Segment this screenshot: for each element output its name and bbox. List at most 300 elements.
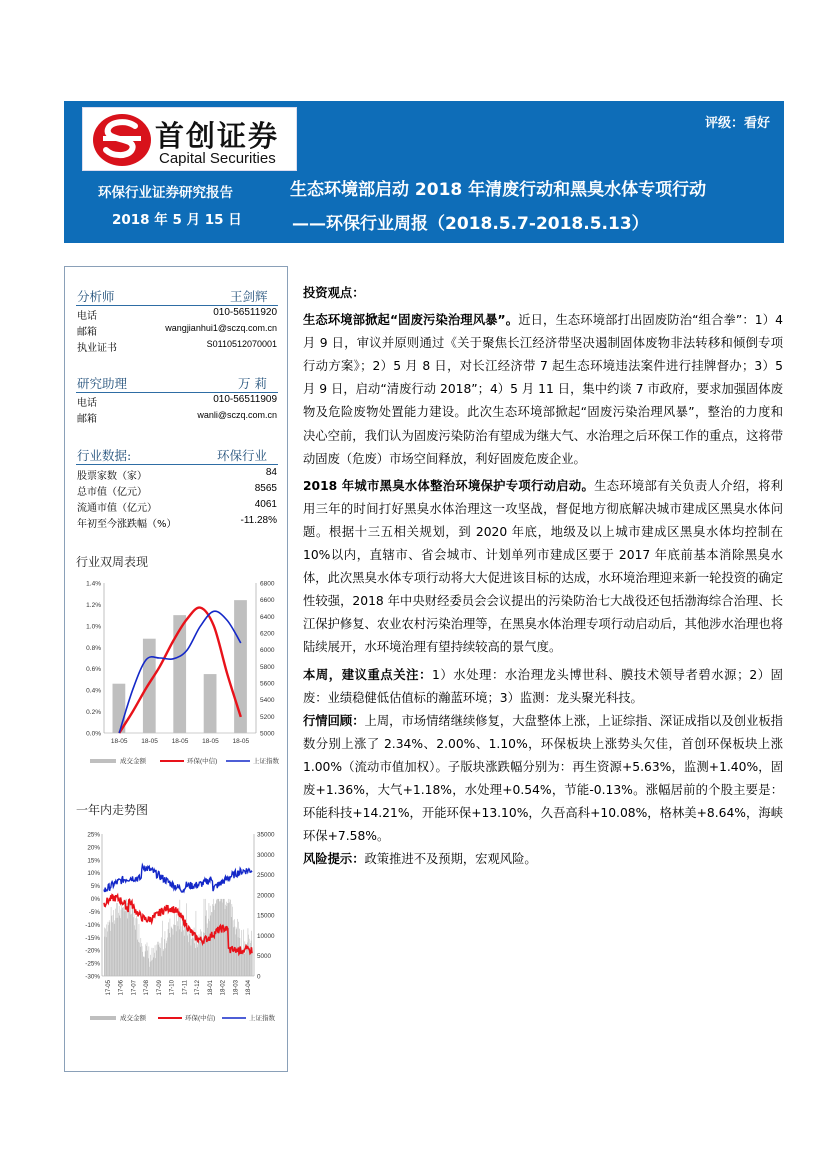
paragraph-body: 生态环境部有关负责人介绍，将利用三年的时间打好黑臭水体治理这一攻坚战，督促地方彻底解决城市建成区黑臭水体问题。根据十三五相关规划，到 2020 年底，地级及以上城市建成区黑臭水体均控制在 10%以内，直辖市、省会城市、计划单列市建成区要于 2017 年底前基本消除黑臭水体，此次黑臭水体专项行动将大大促进该目标的达成，水环境治理迎来新一轮投资的确定性较强，2018 年中央财经委员会会议提出的污染防治七大战役还包括渤海综合治理、长江保护修复、农业农村污染治理等，在黑臭水体治理专项行动启动后，其他涉水治理也将陆续展开，水环境治理有望持续较高的景气度。 xyxy=(303,478,783,655)
x-tick-label: 17-12 xyxy=(195,980,202,996)
volume-bar xyxy=(115,920,116,976)
y-left-tick-label: 1.0% xyxy=(86,623,101,631)
x-tick-label: 18-05 xyxy=(171,738,189,745)
y-right-tick-label: 5000 xyxy=(260,730,275,738)
volume-bar xyxy=(129,903,130,976)
paragraph-lead: 2018 年城市黑臭水体整治环境保护专项行动启动。 xyxy=(303,478,595,493)
volume-bar xyxy=(191,945,192,976)
y-right-tick-label: 20000 xyxy=(257,892,275,900)
paragraph-solid-waste xyxy=(303,309,783,471)
assistant-label: 研究助理 xyxy=(77,376,128,391)
volume-bar xyxy=(189,926,190,976)
volume-bar xyxy=(113,910,114,976)
volume-bar xyxy=(111,916,112,976)
paragraph-lead: 生态环境部掀起“固废污染治理风暴”。 xyxy=(303,313,519,328)
y-left-tick-label: 0.4% xyxy=(86,687,101,695)
volume-bar xyxy=(152,948,153,976)
row-key: 执业证书 xyxy=(77,343,117,354)
analyst-label: 分析师 xyxy=(77,289,115,304)
x-tick-label: 18-04 xyxy=(246,980,252,996)
assistant-name: 万 莉 xyxy=(238,376,267,391)
x-tick-label: 17-06 xyxy=(118,980,125,996)
volume-bar xyxy=(134,925,135,976)
volume-bar xyxy=(155,945,156,976)
y-right-tick-label: 5200 xyxy=(260,713,275,721)
volume-bar xyxy=(226,902,227,976)
volume-bar xyxy=(167,941,168,976)
volume-bar xyxy=(165,948,166,976)
volume-bar xyxy=(172,929,173,976)
volume-bar xyxy=(230,899,231,976)
volume-bar xyxy=(107,931,108,976)
volume-bar xyxy=(204,674,217,733)
volume-bar xyxy=(185,924,186,976)
volume-bar xyxy=(136,918,137,976)
volume-bar xyxy=(121,899,122,976)
row-key: 邮箱 xyxy=(77,414,97,425)
volume-bar xyxy=(170,919,171,976)
volume-bar xyxy=(157,944,158,976)
volume-bar xyxy=(148,958,149,976)
volume-bar xyxy=(122,908,123,976)
volume-bar xyxy=(198,940,199,976)
paragraph-body: 1）水处理：水治理龙头博世科、膜技术领导者碧水源；2）固废：业绩稳健低估值标的瀚蓝环境；3）监测：龙头聚光科技。 xyxy=(303,667,783,705)
volume-bar xyxy=(196,911,197,976)
volume-bar xyxy=(199,941,200,976)
volume-bar xyxy=(230,900,231,976)
volume-bar xyxy=(224,899,225,976)
industry-name: 环保行业 xyxy=(217,448,268,463)
volume-bar xyxy=(179,929,180,976)
row-value: 84 xyxy=(265,467,277,478)
volume-bar xyxy=(123,907,124,976)
volume-bar xyxy=(223,899,224,976)
company-logo xyxy=(82,107,297,171)
volume-bar xyxy=(143,957,144,976)
volume-bar xyxy=(193,938,194,976)
y-right-tick-label: 15000 xyxy=(257,912,275,920)
section-heading: 投资观点： xyxy=(303,286,365,300)
volume-bar xyxy=(119,916,120,976)
volume-bar xyxy=(193,938,194,976)
volume-bar xyxy=(168,929,169,976)
volume-bar xyxy=(222,899,223,976)
volume-bar xyxy=(112,922,113,976)
volume-bar xyxy=(215,904,216,976)
volume-bar xyxy=(181,932,182,976)
y-left-tick-label: 0.0% xyxy=(86,730,101,738)
volume-bar xyxy=(145,951,146,976)
volume-bar xyxy=(144,957,145,976)
volume-bar xyxy=(235,934,236,976)
volume-bar xyxy=(173,935,174,976)
volume-bar xyxy=(105,929,106,976)
volume-bar xyxy=(251,941,252,976)
chart2-title: 一年内走势图 xyxy=(76,803,149,817)
volume-bar xyxy=(248,935,249,976)
x-tick-label: 18-05 xyxy=(202,738,219,745)
volume-bar xyxy=(248,928,249,976)
y-right-tick-label: 6600 xyxy=(260,597,275,605)
volume-bar xyxy=(138,942,139,976)
paragraph-lead: 本周，建议重点关注： xyxy=(303,667,432,682)
y-left-tick-label: -25% xyxy=(85,960,100,968)
legend-label: 上证指数 xyxy=(249,1015,275,1022)
volume-bar xyxy=(114,924,115,976)
volume-bar xyxy=(140,947,141,976)
paragraph-lead: 风险提示： xyxy=(303,852,365,867)
volume-bar xyxy=(126,899,127,976)
y-right-tick-label: 0 xyxy=(257,973,261,981)
volume-bar xyxy=(106,937,107,976)
row-key: 邮箱 xyxy=(77,327,97,338)
volume-bar xyxy=(201,942,202,976)
capital-securities-logo-icon xyxy=(91,112,153,168)
volume-bar xyxy=(221,899,222,976)
volume-bar xyxy=(108,922,109,976)
paragraph-body: 近日，生态环境部打出固废防治“组合拳”：1）4 月 9 日，审议并原则通过《关于聚焦长江经济带坚决遏制固体废物非法转移和倾倒专项行动方案》；2）5 月 8 日，对长江经济带 7 起生态环境违法案件进行挂牌督办；3）5 月 9 日，启动“清废行动 2018”；4）5 月 11 日，集中约谈 7 市政府，要求加强固体废物及危险废物处置能力建设。此次生态环境部掀起“固废污染治理风暴”，整治的力度和决心空前，我们认为固废污染防治有望成为继大气、水治理之后环保工作的重点，这将带动固废（危废）市场空间释放，利好固废危废企业。 xyxy=(303,313,783,466)
volume-bar xyxy=(147,942,148,976)
volume-bar xyxy=(158,945,159,976)
x-tick-label: 18-05 xyxy=(110,738,128,745)
volume-bar xyxy=(184,936,185,976)
y-left-tick-label: -30% xyxy=(85,973,100,981)
y-right-tick-label: 5400 xyxy=(260,697,275,705)
volume-bar xyxy=(174,913,175,976)
y-left-tick-label: -10% xyxy=(85,921,100,929)
volume-bar xyxy=(232,904,233,976)
rating-label: 评级：看好 xyxy=(704,116,770,131)
x-tick-label: 18-02 xyxy=(220,980,227,996)
row-key: 总市值（亿元） xyxy=(77,487,147,498)
x-tick-label: 17-10 xyxy=(169,980,176,996)
volume-bar xyxy=(162,956,163,976)
y-left-tick-label: 1.4% xyxy=(86,580,101,588)
volume-bar xyxy=(137,940,138,976)
volume-bar xyxy=(180,913,181,976)
chart1-title: 行业双周表现 xyxy=(76,555,149,569)
y-left-tick-label: -15% xyxy=(85,934,100,942)
volume-bar xyxy=(108,925,109,976)
y-right-tick-label: 6000 xyxy=(260,647,275,655)
volume-bar xyxy=(153,948,154,976)
divider xyxy=(76,392,278,393)
volume-bar xyxy=(124,900,125,976)
volume-bar xyxy=(141,938,142,976)
x-tick-label: 17-07 xyxy=(131,980,138,996)
volume-bar xyxy=(198,944,199,976)
volume-bar xyxy=(130,899,131,976)
volume-bar xyxy=(144,956,145,976)
y-left-tick-label: 1.2% xyxy=(86,601,101,609)
volume-bar xyxy=(160,948,161,976)
volume-bar xyxy=(149,946,150,976)
volume-bar xyxy=(195,948,196,976)
logo-chinese-text: 首创证券 xyxy=(155,119,280,153)
y-right-tick-label: 6200 xyxy=(260,630,275,638)
volume-bar xyxy=(181,926,182,976)
volume-bar xyxy=(220,901,221,976)
paragraph-body: 政策推进不及预期，宏观风险。 xyxy=(364,852,537,867)
y-right-tick-label: 5800 xyxy=(260,663,275,671)
volume-bar xyxy=(175,925,176,976)
y-left-tick-label: -20% xyxy=(85,947,100,955)
volume-bar xyxy=(215,903,216,976)
volume-bar xyxy=(145,944,146,976)
volume-bar xyxy=(245,953,246,976)
volume-bar xyxy=(133,917,134,976)
volume-bar xyxy=(219,899,220,976)
volume-bar xyxy=(180,900,181,976)
legend-label: 上证指数 xyxy=(253,758,279,765)
volume-bar xyxy=(220,899,221,976)
volume-bar xyxy=(105,937,106,976)
volume-bar xyxy=(142,946,143,976)
industry-data-label: 行业数据: xyxy=(77,448,132,463)
volume-bar xyxy=(125,911,126,976)
volume-bar xyxy=(208,919,209,976)
volume-bar xyxy=(117,903,118,976)
volume-bar xyxy=(191,939,192,976)
volume-bar xyxy=(232,907,233,976)
volume-bar xyxy=(175,925,176,976)
volume-bar xyxy=(116,903,117,976)
volume-bar xyxy=(110,922,111,976)
volume-bar xyxy=(244,954,245,976)
volume-bar xyxy=(206,916,207,976)
volume-bar xyxy=(209,921,210,976)
legend-label: 环保(中信) xyxy=(187,758,218,765)
volume-bar xyxy=(173,615,186,733)
volume-bar xyxy=(219,901,220,976)
row-value: -11.28% xyxy=(240,515,277,526)
volume-bar xyxy=(121,910,122,976)
volume-bar xyxy=(188,942,189,976)
volume-bar xyxy=(110,931,111,976)
volume-bar xyxy=(189,934,190,976)
volume-bar xyxy=(128,911,129,976)
y-right-tick-label: 35000 xyxy=(257,831,275,839)
volume-bar xyxy=(146,946,147,976)
volume-bar xyxy=(120,918,121,976)
volume-bar xyxy=(207,923,208,976)
paragraph-body: 上周，市场情绪继续修复，大盘整体上涨，上证综指、深证成指以及创业板指数分别上涨了 2.34%、2.00%、1.10%，环保板块上涨势头欠佳，首创环保板块上涨 1.00%（流动市值加权）。子版块涨跌幅分别为：再生资源+5.63%，监测+1.40%，固废+1.36%，大气+1.18%，水处理+0.54%，节能-0.13%。涨幅居前的个股主要是：环能科技+14.21%，开能环保+13.10%，久吾高科+10.08%，格林美+8.64%，海峡环保+7.58%。 xyxy=(303,713,783,844)
paragraph-risk xyxy=(303,848,783,871)
x-tick-label: 18-01 xyxy=(207,980,214,996)
volume-bar xyxy=(115,909,116,976)
legend-swatch-volume xyxy=(90,1016,116,1020)
volume-bar xyxy=(134,911,135,976)
volume-bar xyxy=(104,928,105,976)
volume-bar xyxy=(212,912,213,976)
volume-bar xyxy=(187,935,188,976)
report-title: 生态环境部启动 2018 年清废行动和黑臭水体专项行动 xyxy=(290,180,707,200)
y-left-tick-label: 0.2% xyxy=(86,709,101,717)
x-tick-label: 17-11 xyxy=(182,980,189,995)
row-value[interactable]: wangjianhui1@sczq.com.cn xyxy=(165,323,277,333)
main-content xyxy=(303,282,783,871)
row-value: 010-56511920 xyxy=(213,307,277,318)
volume-bar xyxy=(176,931,177,976)
report-date: 2018 年 5 月 15 日 xyxy=(112,212,242,228)
volume-bar xyxy=(216,900,217,976)
volume-bar xyxy=(186,903,187,976)
row-value[interactable]: wanli@sczq.com.cn xyxy=(197,410,277,420)
y-right-tick-label: 5000 xyxy=(257,953,272,961)
y-left-tick-label: 10% xyxy=(87,870,100,878)
row-key: 流通市值（亿元） xyxy=(77,503,157,514)
volume-bar xyxy=(217,899,218,976)
volume-bar xyxy=(137,919,138,976)
legend-label: 成交金额 xyxy=(120,1015,146,1022)
volume-bar xyxy=(222,903,223,976)
volume-bar xyxy=(229,902,230,976)
x-tick-label: 17-05 xyxy=(106,980,112,996)
volume-bar xyxy=(162,921,163,976)
y-right-tick-label: 6800 xyxy=(260,580,275,588)
x-tick-label: 17-09 xyxy=(156,980,163,996)
volume-bar xyxy=(128,918,129,976)
x-tick-label: 18-03 xyxy=(233,980,240,996)
volume-bar xyxy=(158,942,159,976)
volume-bar xyxy=(164,939,165,976)
volume-bar xyxy=(123,908,124,976)
volume-bar xyxy=(251,931,252,976)
x-tick-label: 17-08 xyxy=(144,980,151,996)
volume-bar xyxy=(178,917,179,976)
volume-bar xyxy=(224,899,225,976)
paragraph-market-review xyxy=(303,710,783,849)
paragraph-recommendation xyxy=(303,664,783,710)
volume-bar xyxy=(163,949,164,976)
volume-bar xyxy=(109,920,110,976)
volume-bar xyxy=(242,952,243,976)
series-line-shanghai-index xyxy=(104,865,252,892)
volume-bar xyxy=(127,903,128,976)
volume-bar xyxy=(171,927,172,976)
row-value: 8565 xyxy=(254,483,277,494)
volume-bar xyxy=(211,915,212,976)
report-subtitle: ——环保行业周报（2018.5.7-2018.5.13） xyxy=(292,214,649,234)
volume-bar xyxy=(212,904,213,976)
volume-bar xyxy=(194,928,195,976)
volume-bar xyxy=(177,921,178,976)
volume-bar xyxy=(169,933,170,976)
volume-bar xyxy=(154,953,155,976)
volume-bar xyxy=(116,918,117,976)
row-key: 电话 xyxy=(77,311,97,322)
volume-bar xyxy=(167,938,168,976)
volume-bar xyxy=(160,943,161,976)
divider xyxy=(76,305,278,306)
biweekly-performance-chart xyxy=(76,575,282,775)
y-right-tick-label: 6400 xyxy=(260,613,275,621)
y-left-tick-label: 20% xyxy=(87,844,100,852)
volume-bar xyxy=(190,932,191,976)
volume-bar xyxy=(118,918,119,976)
volume-bar xyxy=(185,925,186,976)
volume-bar xyxy=(202,942,203,976)
volume-bar xyxy=(183,930,184,976)
volume-bar xyxy=(197,947,198,976)
volume-bar xyxy=(124,911,125,976)
row-value: 010-56511909 xyxy=(213,394,277,405)
row-key: 年初至今涨跌幅（%） xyxy=(77,519,177,530)
volume-bar xyxy=(132,902,133,976)
volume-bar xyxy=(206,910,207,976)
volume-bar xyxy=(214,910,215,976)
y-left-tick-label: 25% xyxy=(87,831,100,839)
volume-bar xyxy=(129,911,130,976)
volume-bar xyxy=(135,930,136,976)
volume-bar xyxy=(159,947,160,976)
volume-bar xyxy=(119,906,120,976)
volume-bar xyxy=(139,943,140,976)
volume-bar xyxy=(200,929,201,976)
volume-bar xyxy=(106,924,107,976)
volume-bar xyxy=(225,909,226,976)
volume-bar xyxy=(186,928,187,976)
volume-bar xyxy=(194,943,195,976)
volume-bar xyxy=(171,928,172,976)
volume-bar xyxy=(168,922,169,976)
y-left-tick-label: 0.8% xyxy=(86,644,101,652)
volume-bar xyxy=(154,957,155,976)
volume-bar xyxy=(188,931,189,976)
volume-bar xyxy=(182,920,183,976)
volume-bar xyxy=(163,951,164,976)
y-left-tick-label: 15% xyxy=(87,857,100,865)
volume-bar xyxy=(240,938,241,976)
y-left-tick-label: 0% xyxy=(90,896,100,904)
volume-bar xyxy=(161,937,162,976)
volume-bar xyxy=(131,914,132,976)
volume-bar xyxy=(139,924,140,976)
analyst-name: 王剑辉 xyxy=(230,289,268,304)
volume-bar xyxy=(250,952,251,976)
volume-bar xyxy=(111,907,112,976)
volume-bar xyxy=(166,943,167,976)
volume-bar xyxy=(178,926,179,976)
volume-bar xyxy=(165,931,166,976)
volume-bar xyxy=(227,906,228,976)
volume-bar xyxy=(142,952,143,976)
y-left-tick-label: 0.6% xyxy=(86,666,101,674)
volume-bar xyxy=(192,930,193,976)
volume-bar xyxy=(155,958,156,976)
report-type: 环保行业证券研究报告 xyxy=(98,185,233,201)
row-key: 股票家数（家） xyxy=(77,471,147,482)
volume-bar xyxy=(249,939,250,976)
volume-bar xyxy=(151,961,152,976)
volume-bar xyxy=(217,899,218,976)
volume-bar xyxy=(211,912,212,976)
legend-label: 成交金额 xyxy=(120,758,146,765)
paragraph-lead: 行情回顾： xyxy=(303,713,365,728)
row-key: 电话 xyxy=(77,398,97,409)
y-right-tick-label: 10000 xyxy=(257,932,275,940)
volume-bar xyxy=(173,924,174,976)
divider xyxy=(76,464,278,465)
volume-bar xyxy=(132,906,133,976)
legend-label: 环保(中信) xyxy=(185,1015,216,1022)
volume-bar xyxy=(176,914,177,976)
volume-bar xyxy=(152,960,153,976)
x-tick-label: 18-05 xyxy=(232,738,250,745)
y-left-tick-label: 5% xyxy=(90,883,100,891)
volume-bar xyxy=(136,916,137,976)
row-value: S0110512070001 xyxy=(206,339,277,349)
